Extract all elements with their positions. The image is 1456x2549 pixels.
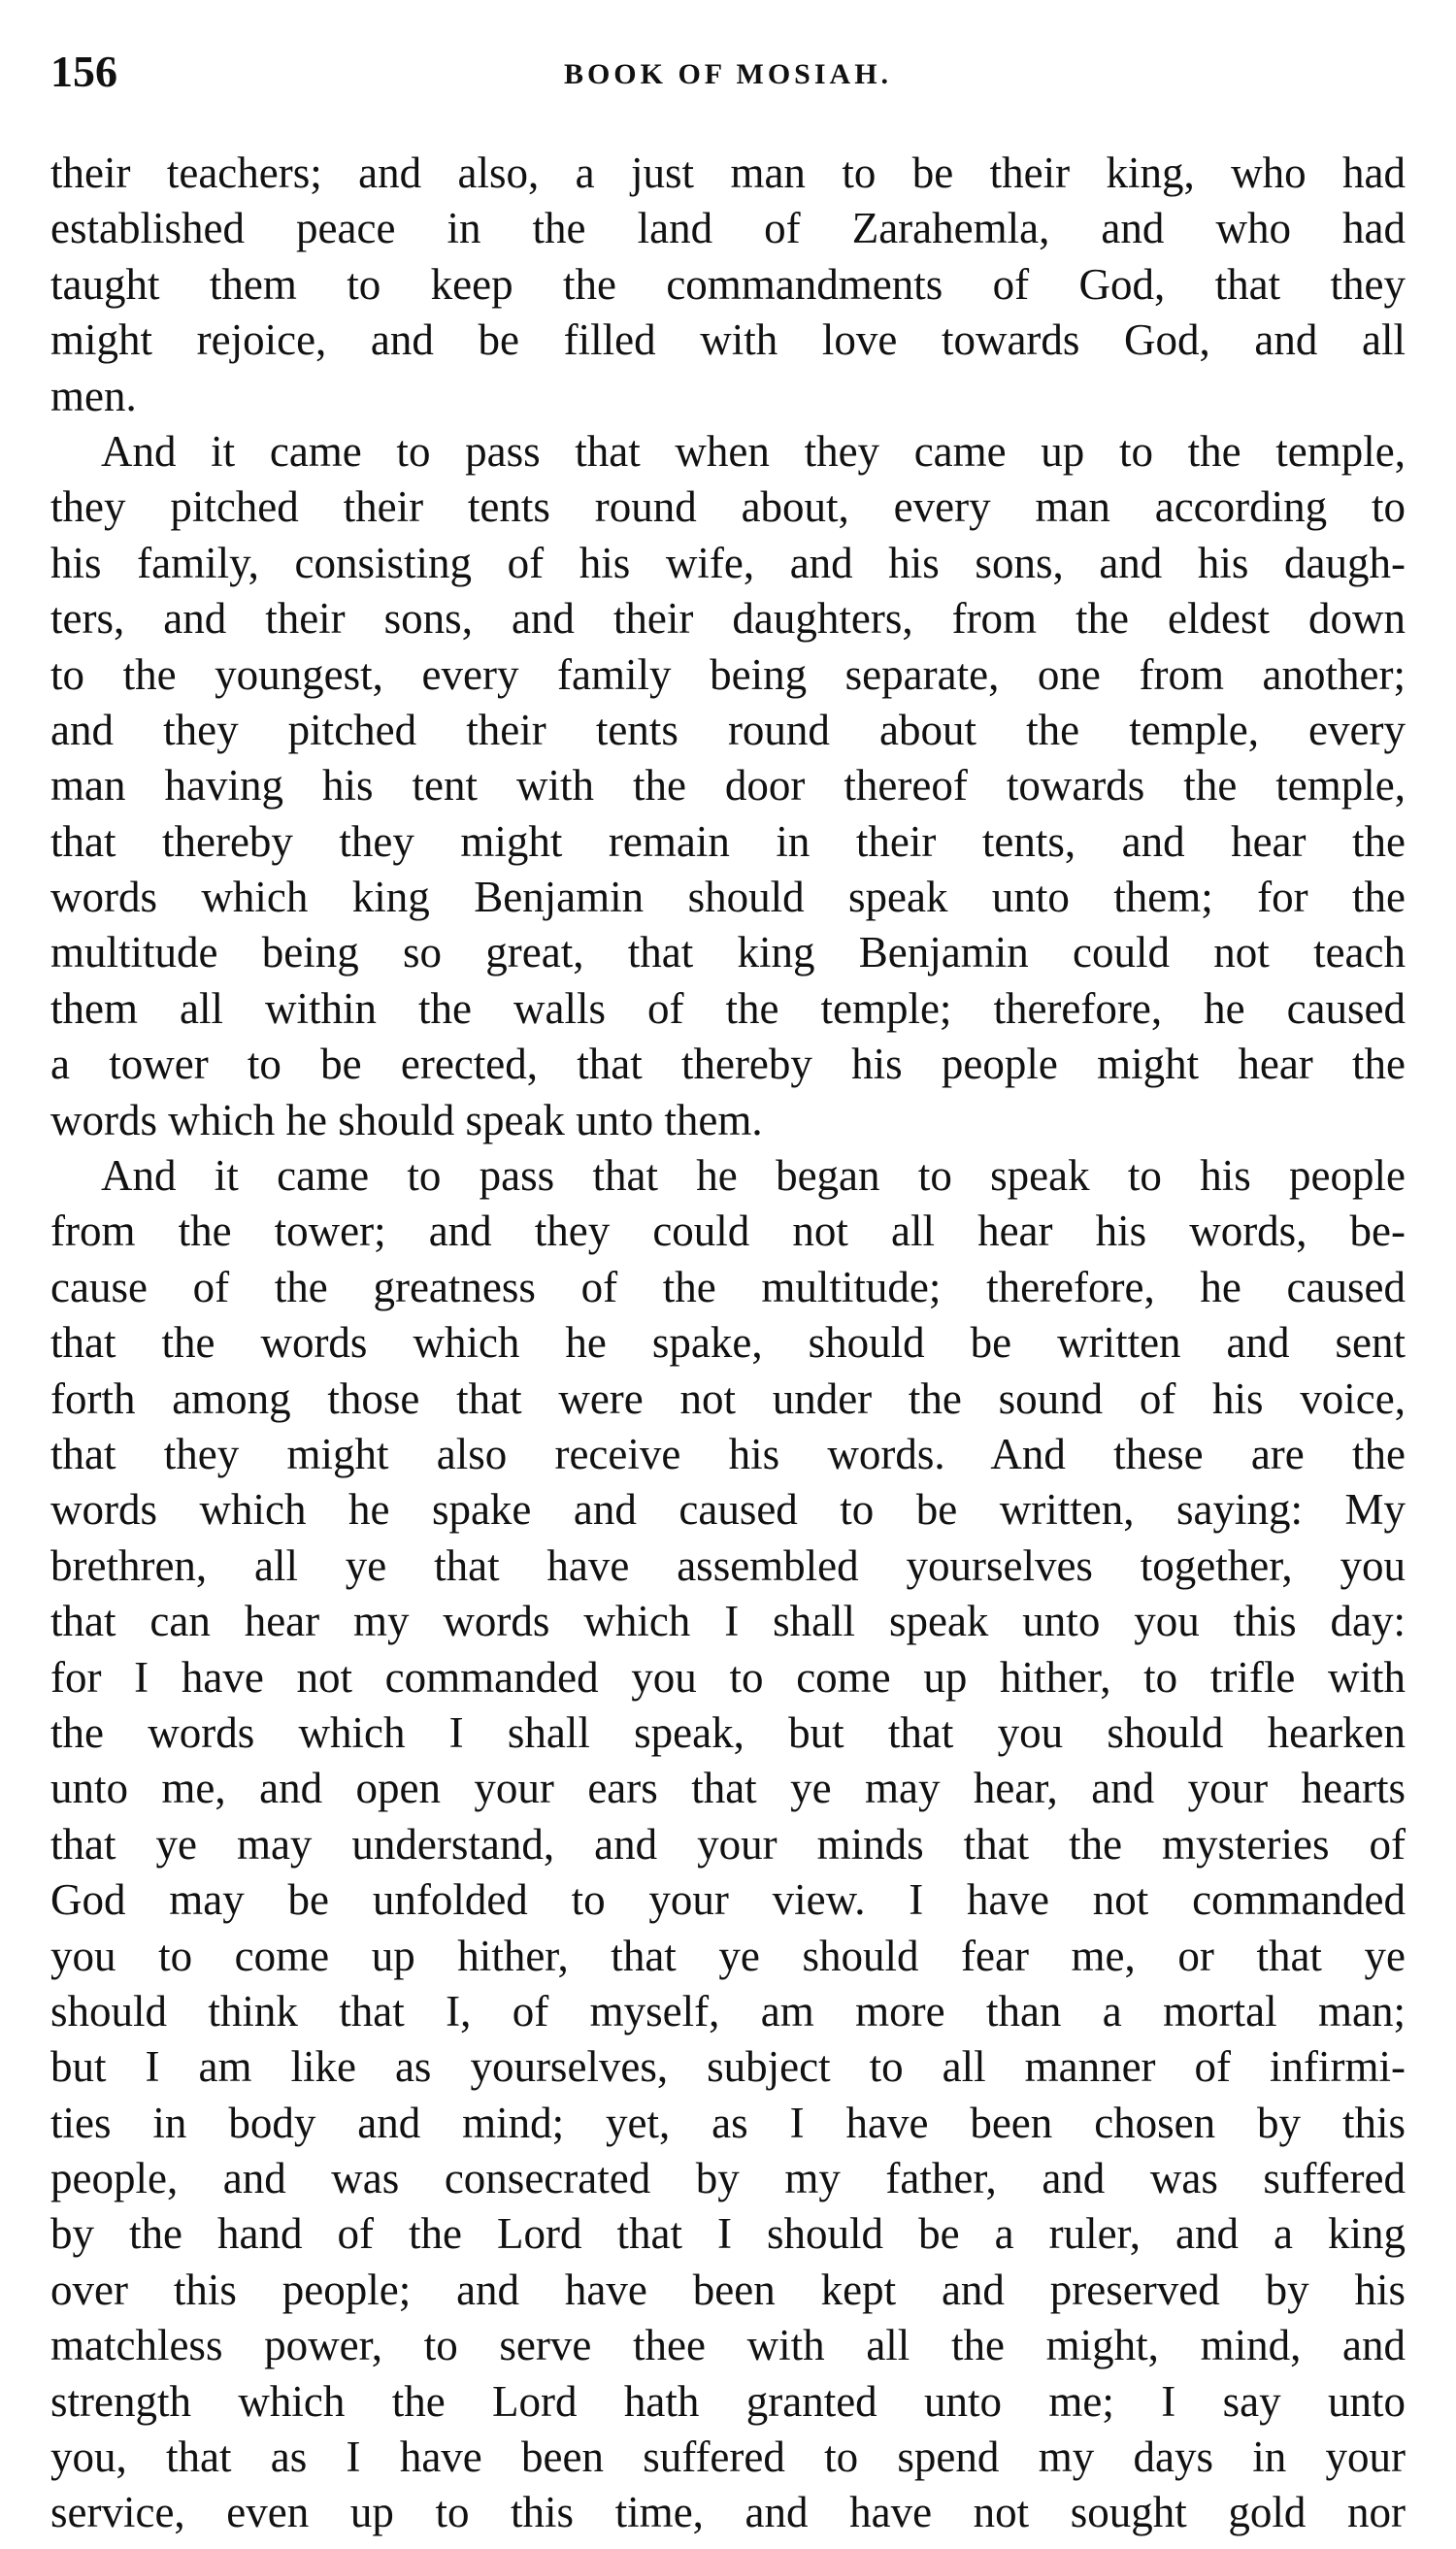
text-line: should think that I, of myself, am more than a mortal man;	[50, 1986, 1406, 2036]
text-line: men.	[50, 371, 137, 420]
text-line: And it came to pass that he began to speak to his people	[101, 1151, 1406, 1201]
text-line: strength which the Lord hath granted unto me; I say unto	[50, 2376, 1406, 2426]
text-line: ters, and their sons, and their daughters, from the eldest down	[50, 594, 1406, 644]
text-line: and they pitched their tents round about the temple, every	[50, 705, 1406, 754]
text-line: man having his tent with the door thereof towards the temple,	[50, 761, 1406, 811]
text-line: you to come up hither, that ye should fear me, or that ye	[50, 1931, 1406, 1980]
text-line: them all within the walls of the temple; therefore, he caused	[50, 983, 1406, 1033]
text-line: that ye may understand, and your minds that the mysteries of	[50, 1819, 1406, 1869]
text-line: to the youngest, every family being separate, one from another;	[50, 649, 1406, 699]
text-line: but I am like as yourselves, subject to all manner of infirmi-	[50, 2042, 1406, 2092]
text-line: the words which I shall speak, but that you should hearken	[50, 1707, 1406, 1757]
text-line: service, even up to this time, and have not sought gold nor	[50, 2488, 1406, 2537]
text-line: words which king Benjamin should speak unto them; for the	[50, 873, 1406, 922]
text-line: words which he should speak unto them.	[50, 1095, 763, 1144]
text-line: words which he spake and caused to be written, saying: My	[50, 1485, 1406, 1535]
text-line: over this people; and have been kept and preserved by his	[50, 2265, 1406, 2314]
text-line: that thereby they might remain in their tents, and hear the	[50, 816, 1406, 866]
page-header	[50, 43, 1406, 101]
text-line: people, and was consecrated by my father, and was suffered	[50, 2154, 1406, 2203]
text-line: forth among those that were not under the sound of his voice,	[50, 1374, 1406, 1423]
text-line: by the hand of the Lord that I should be a ruler, and a king	[50, 2209, 1406, 2259]
text-line: you, that as I have been suffered to spend my days in your	[50, 2433, 1406, 2482]
text-line: ties in body and mind; yet, as I have been chosen by this	[50, 2098, 1406, 2147]
text-line: brethren, all ye that have assembled yourselves together, you	[50, 1540, 1406, 1590]
text-line: their teachers; and also, a just man to be their king, who had	[50, 149, 1406, 197]
text-line: a tower to be erected, that thereby his people might hear the	[50, 1040, 1406, 1089]
text-line: And it came to pass that when they came up to the temple,	[101, 426, 1406, 476]
text-line: his family, consisting of his wife, and his sons, and his daugh-	[50, 538, 1406, 587]
text-line: established peace in the land of Zarahemla, and who had	[50, 204, 1406, 253]
text-line: cause of the greatness of the multitude; therefore, he caused	[50, 1262, 1406, 1311]
running-head: BOOK OF MOSIAH.	[563, 58, 893, 90]
text-line: God may be unfolded to your view. I have not commanded	[50, 1875, 1406, 1925]
text-line: multitude being so great, that king Benjamin could not teach	[50, 928, 1406, 977]
text-line: that they might also receive his words. And these are the	[50, 1429, 1406, 1478]
body-text	[50, 146, 1406, 2541]
text-line: matchless power, to serve thee with all the might, mind, and	[50, 2321, 1406, 2370]
page-number: 156	[50, 47, 117, 96]
text-line: unto me, and open your ears that ye may hear, and your hearts	[50, 1764, 1406, 1813]
text-line: might rejoice, and be filled with love towards God, and all	[50, 315, 1406, 365]
text-line: that can hear my words which I shall speak unto you this day:	[50, 1597, 1406, 1646]
text-line: they pitched their tents round about, every man according to	[50, 482, 1406, 532]
text-line: taught them to keep the commandments of God, that they	[50, 259, 1406, 309]
text-line: for I have not commanded you to come up hither, to trifle with	[50, 1652, 1406, 1702]
text-line: from the tower; and they could not all hear his words, be-	[50, 1207, 1406, 1256]
text-line: that the words which he spake, should be written and sent	[50, 1318, 1406, 1368]
